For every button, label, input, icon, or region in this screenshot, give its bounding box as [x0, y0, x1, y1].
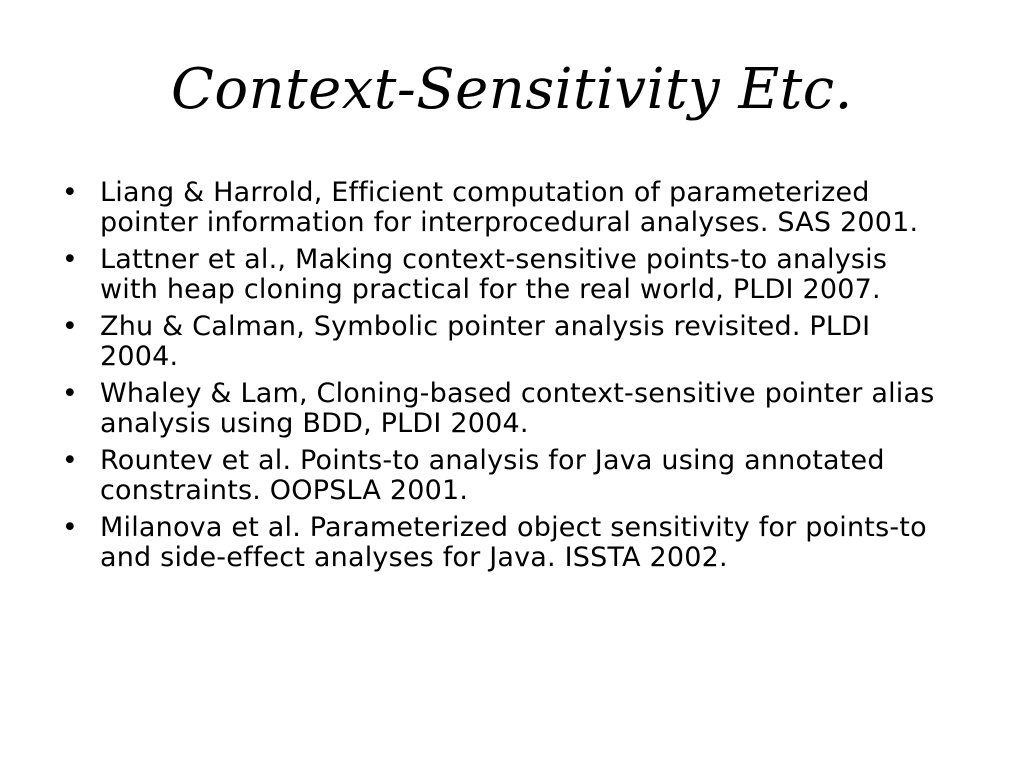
citation-text: Zhu & Calman, Symbolic pointer analysis revisited. PLDI 2004. — [100, 311, 871, 372]
list-item — [58, 312, 938, 372]
bullet-icon: • — [61, 244, 79, 275]
citation-text: Milanova et al. Parameterized object sensitivity for points-to and side-effect analyses for Java. ISSTA 2002. — [100, 512, 927, 573]
list-item — [58, 513, 938, 573]
list-item — [58, 245, 938, 305]
bullet-icon: • — [61, 177, 79, 208]
citation-text: Rountev et al. Points-to analysis for Java using annotated constraints. OOPSLA 2001. — [100, 445, 885, 506]
list-item — [58, 446, 938, 506]
list-item — [58, 178, 938, 238]
slide-title: Context-Sensitivity Etc. — [171, 57, 853, 122]
bullet-icon: • — [61, 311, 79, 342]
citation-text: Liang & Harrold, Efficient computation of parameterized pointer information for interprocedural analyses. SAS 2001. — [100, 177, 919, 238]
bullet-icon: • — [61, 378, 79, 409]
bullet-icon: • — [61, 512, 79, 543]
citation-text: Lattner et al., Making context-sensitive points-to analysis with heap cloning practical for the real world, PLDI 2007. — [100, 244, 888, 305]
bullet-icon: • — [61, 445, 79, 476]
list-item — [58, 379, 938, 439]
citation-text: Whaley & Lam, Cloning-based context-sensitive pointer alias analysis using BDD, PLDI 2004. — [100, 378, 935, 439]
bullet-list — [58, 178, 938, 580]
